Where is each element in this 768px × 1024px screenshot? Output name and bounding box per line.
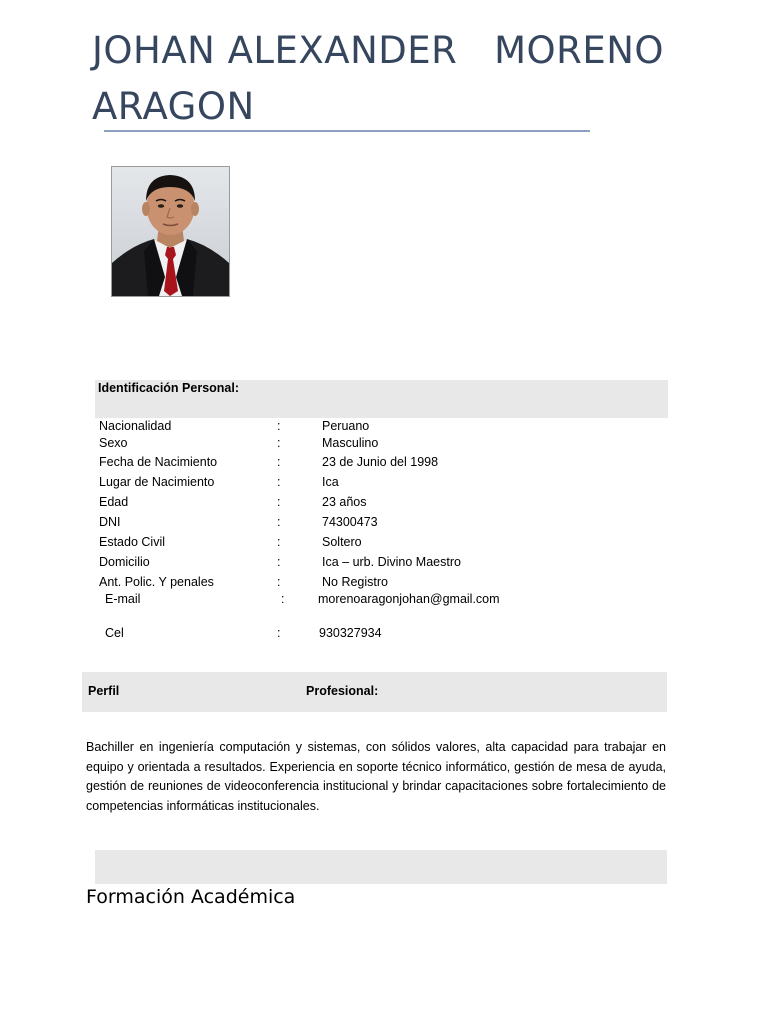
row-value: 23 de Junio del 1998 [322, 455, 439, 469]
row-value: Soltero [322, 535, 362, 549]
row-colon: : [277, 475, 281, 489]
formacion-title: Formación Académica [86, 886, 296, 908]
row-value: 23 años [322, 495, 367, 509]
profesional-label: Profesional: [306, 684, 379, 698]
row-colon: : [277, 535, 281, 549]
perfil-label: Perfil [88, 684, 120, 698]
row-value: Ica – urb. Divino Maestro [322, 555, 461, 569]
title-underline [104, 130, 590, 132]
row-label: Fecha de Nacimiento [99, 455, 218, 469]
perfil-description: Bachiller en ingeniería computación y sistemas, con sólidos valores, alta capacidad para trabajar en equipo y orientada a resultados. Experiencia en soporte técnico informático, gestión de mesa de ayuda, gestión de reuniones de videoconferencia institucional y brindar capacitaciones sobre fortalecimiento de competencias informáticas institucionales. [86, 740, 666, 813]
formacion-header-band [95, 850, 667, 884]
row-label: Nacionalidad [99, 419, 172, 433]
row-label: DNI [99, 515, 121, 529]
row-colon: : [277, 555, 281, 569]
row-label: Cel [105, 626, 124, 640]
row-value: 74300473 [322, 515, 378, 529]
name-title-line-1: JOHAN ALEXANDER MORENO [92, 29, 665, 72]
name-title-line-2: ARAGON [92, 85, 255, 128]
row-label: Lugar de Nacimiento [99, 475, 215, 489]
row-colon: : [277, 419, 281, 433]
row-value: Masculino [322, 436, 379, 450]
row-label: E-mail [105, 592, 141, 606]
row-colon: : [277, 455, 281, 469]
row-label: Ant. Polic. Y penales [99, 575, 214, 589]
row-label: Sexo [99, 436, 128, 450]
row-colon: : [277, 626, 281, 640]
row-value: No Registro [322, 575, 388, 589]
row-colon: : [277, 515, 281, 529]
profile-photo [111, 166, 230, 297]
row-colon: : [281, 592, 285, 606]
row-value: 930327934 [319, 626, 382, 640]
row-label: Domicilio [99, 555, 150, 569]
row-colon: : [277, 575, 281, 589]
row-value: Ica [322, 475, 339, 489]
row-value: Peruano [322, 419, 370, 433]
row-value: morenoaragonjohan@gmail.com [318, 592, 500, 606]
row-label: Edad [99, 495, 129, 509]
identificacion-title: Identificación Personal: [98, 381, 240, 395]
row-colon: : [277, 436, 281, 450]
row-label: Estado Civil [99, 535, 165, 549]
row-colon: : [277, 495, 281, 509]
